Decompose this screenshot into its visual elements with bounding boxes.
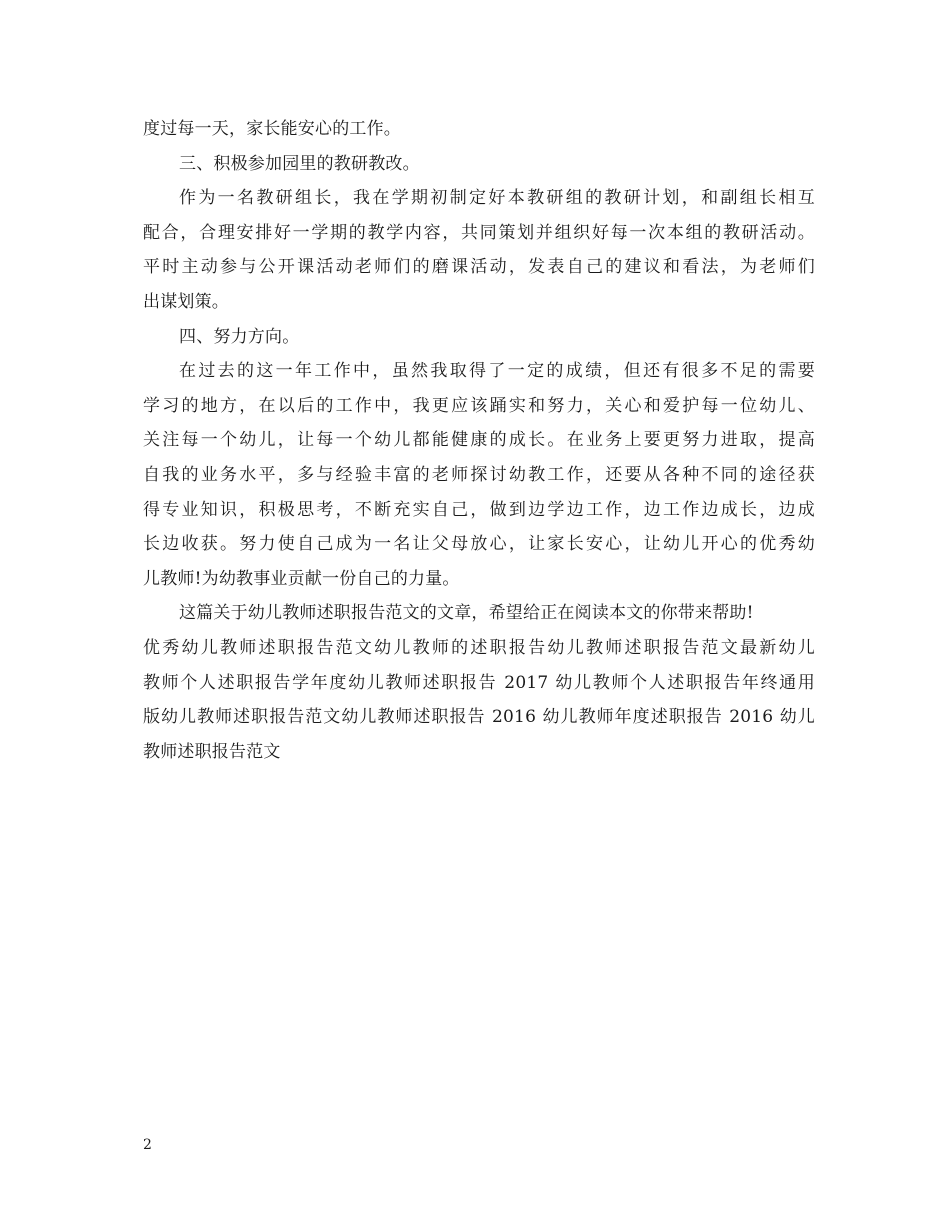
related-links-line: 优秀幼儿教师述职报告范文幼儿教师的述职报告幼儿教师述职报告范文最新幼儿 <box>143 637 815 658</box>
text-line: 出谋划策。 <box>143 291 229 312</box>
text-line: 作为一名教研组长，我在学期初制定好本教研组的教研计划，和副组长相互 <box>179 188 815 209</box>
text-line: 长边收获。努力使自己成为一名让父母放心，让家长安心，让幼儿开心的优秀幼 <box>143 534 815 555</box>
related-links-line: 版幼儿教师述职报告范文幼儿教师述职报告 2016 幼儿教师年度述职报告 2016 幼儿 <box>143 707 815 728</box>
text-line: 在过去的这一年工作中，虽然我取得了一定的成绩，但还有很多不足的需要 <box>179 361 815 382</box>
text-line: 得专业知识，积极思考，不断充实自己，做到边学边工作，边工作边成长，边成 <box>143 499 815 520</box>
related-links-line: 教师个人述职报告学年度幼儿教师述职报告 2017 幼儿教师个人述职报告年终通用 <box>143 672 815 693</box>
text-line: 平时主动参与公开课活动老师们的磨课活动，发表自己的建议和看法，为老师们 <box>143 257 815 278</box>
text-line: 关注每一个幼儿，让每一个幼儿都能健康的成长。在业务上要更努力进取，提高 <box>143 430 815 451</box>
page-number: 2 <box>143 1137 152 1153</box>
text-line: 儿教师!为幼教事业贡献一份自己的力量。 <box>143 568 460 589</box>
section-heading: 四、努力方向。 <box>179 326 300 347</box>
document-body <box>143 112 815 769</box>
text-line: 这篇关于幼儿教师述职报告范文的文章，希望给正在阅读本文的你带来帮助! <box>179 603 754 624</box>
section-heading: 三、积极参加园里的教研教改。 <box>179 153 420 174</box>
text-line: 自我的业务水平，多与经验丰富的老师探讨幼教工作，还要从各种不同的途径获 <box>143 464 815 485</box>
text-line: 学习的地方，在以后的工作中，我更应该踊实和努力，关心和爱护每一位幼儿、 <box>143 395 815 416</box>
text-line: 度过每一天，家长能安心的工作。 <box>143 119 401 139</box>
text-line: 配合，合理安排好一学期的教学内容，共同策划并组织好每一次本组的教研活动。 <box>143 222 815 243</box>
related-links-line: 教师述职报告范文 <box>143 741 281 762</box>
